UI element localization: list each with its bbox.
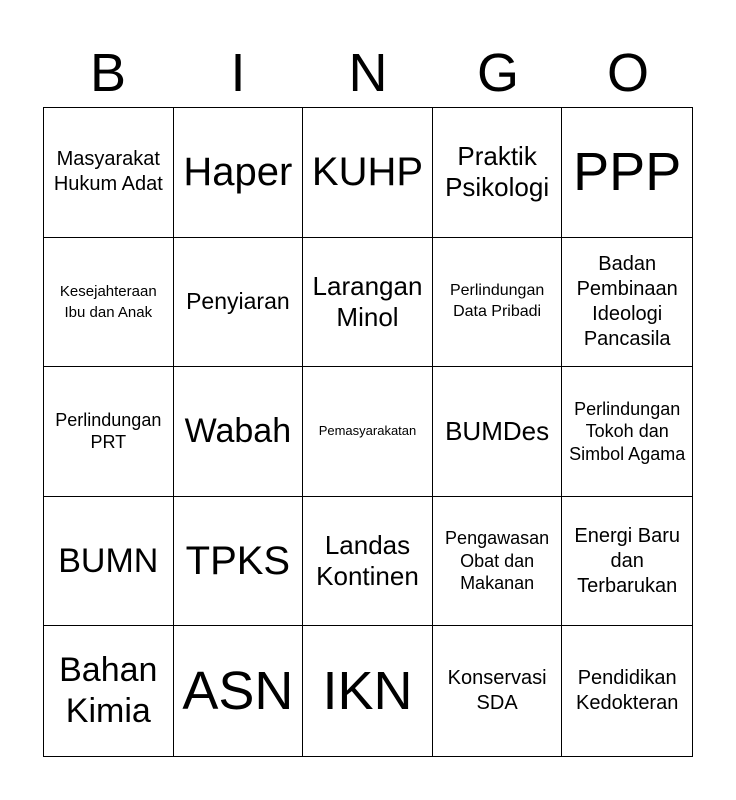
bingo-cell[interactable]: Kesejahteraan Ibu dan Anak <box>44 238 174 368</box>
bingo-cell[interactable]: ASN <box>174 626 304 756</box>
bingo-cell[interactable]: PPP <box>562 108 692 238</box>
header-letter-o: O <box>606 43 649 103</box>
bingo-cell[interactable]: Landas Kontinen <box>303 497 433 627</box>
bingo-cell[interactable]: IKN <box>303 626 433 756</box>
bingo-cell[interactable]: Badan Pembinaan Ideologi Pancasila <box>562 238 692 368</box>
header-letter-n: N <box>348 43 388 103</box>
bingo-board <box>43 107 693 757</box>
bingo-cell[interactable]: Konservasi SDA <box>433 626 563 756</box>
bingo-cell[interactable]: Pengawasan Obat dan Makanan <box>433 497 563 627</box>
header-letter-g: G <box>476 43 519 103</box>
bingo-cell[interactable]: Praktik Psikologi <box>433 108 563 238</box>
bingo-cell[interactable]: BUMN <box>44 497 174 627</box>
bingo-cell[interactable]: Perlindungan Data Pribadi <box>433 238 563 368</box>
bingo-cell[interactable]: Haper <box>174 108 304 238</box>
bingo-cell[interactable]: Bahan Kimia <box>44 626 174 756</box>
bingo-cell[interactable]: Energi Baru dan Terbarukan <box>562 497 692 627</box>
bingo-cell[interactable]: Larangan Minol <box>303 238 433 368</box>
header-letter-i: I <box>230 43 246 103</box>
bingo-cell[interactable]: Penyiaran <box>174 238 304 368</box>
bingo-cell[interactable]: Perlindungan PRT <box>44 367 174 497</box>
bingo-cell[interactable]: TPKS <box>174 497 304 627</box>
bingo-cell[interactable]: Pemasyarakatan <box>303 367 433 497</box>
bingo-cell[interactable]: KUHP <box>303 108 433 238</box>
bingo-cell[interactable]: BUMDes <box>433 367 563 497</box>
bingo-header <box>43 40 693 106</box>
bingo-cell[interactable]: Masyarakat Hukum Adat <box>44 108 174 238</box>
header-letter-b: B <box>89 43 127 103</box>
bingo-cell[interactable]: Wabah <box>174 367 304 497</box>
bingo-cell[interactable]: Pendidikan Kedokteran <box>576 667 679 715</box>
bingo-cell[interactable]: Perlindungan Tokoh dan Simbol Agama <box>562 367 692 497</box>
